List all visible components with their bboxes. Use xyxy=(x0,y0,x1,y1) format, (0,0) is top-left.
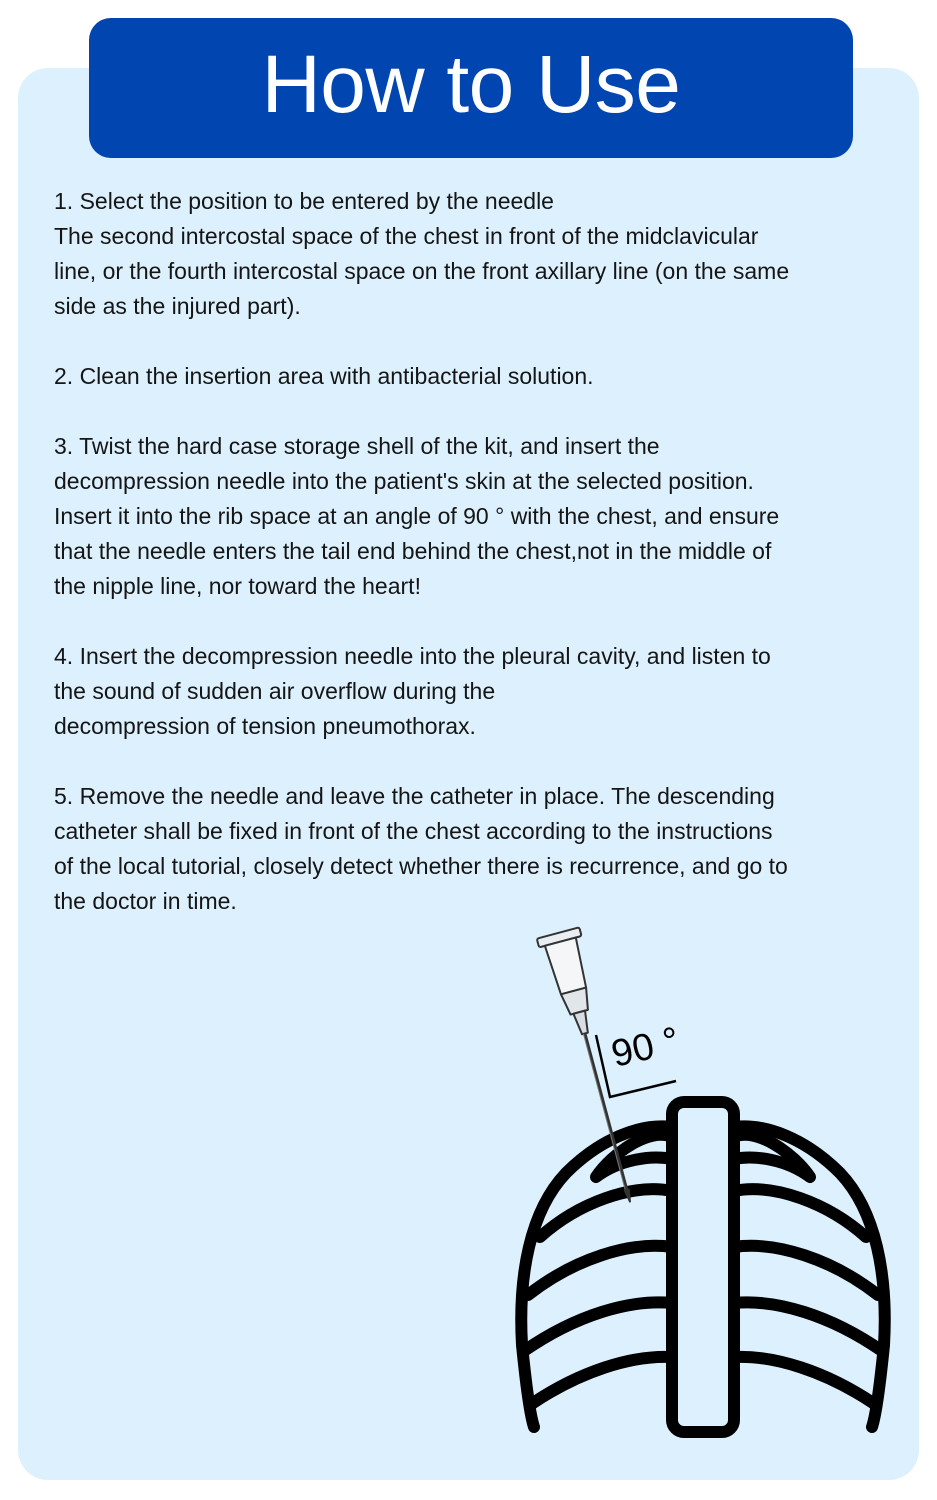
step-line: 3. Twist the hard case storage shell of the kit, and insert the xyxy=(54,433,660,459)
step-line: 1. Select the position to be entered by the needle xyxy=(54,188,554,214)
step-line: the sound of sudden air overflow during the xyxy=(54,678,496,704)
step-line: 4. Insert the decompression needle into the pleural cavity, and listen to xyxy=(54,643,771,669)
step-line: that the needle enters the tail end behind the chest,not in the middle of xyxy=(54,538,772,564)
rib-cage-icon xyxy=(521,1102,884,1432)
step-line: 5. Remove the needle and leave the catheter in place. The descending xyxy=(54,783,775,809)
instruction-steps xyxy=(54,184,884,954)
step-4 xyxy=(54,639,884,744)
step-line: side as the injured part). xyxy=(54,293,301,319)
angle-label: 90 ° xyxy=(607,1019,684,1076)
step-line: the nipple line, nor toward the heart! xyxy=(54,573,421,599)
step-line: the doctor in time. xyxy=(54,888,237,914)
step-line: The second intercostal space of the chest in front of the midclavicular xyxy=(54,223,759,249)
step-2 xyxy=(54,359,884,394)
step-5 xyxy=(54,779,884,919)
step-line: Insert it into the rib space at an angle of 90 ° with the chest, and ensure xyxy=(54,503,780,529)
needle-insertion-illustration xyxy=(500,915,900,1455)
title-banner xyxy=(89,18,853,158)
step-line: 2. Clean the insertion area with antibacterial solution. xyxy=(54,363,594,389)
step-line: catheter shall be fixed in front of the chest according to the instructions xyxy=(54,818,773,844)
step-line: decompression of tension pneumothorax. xyxy=(54,713,476,739)
step-line: of the local tutorial, closely detect whether there is recurrence, and go to xyxy=(54,853,788,879)
step-line: decompression needle into the patient's skin at the selected position. xyxy=(54,468,754,494)
page-title: How to Use xyxy=(261,39,681,130)
step-1 xyxy=(54,184,884,324)
step-3 xyxy=(54,429,884,604)
step-line: line, or the fourth intercostal space on the front axillary line (on the same xyxy=(54,258,790,284)
